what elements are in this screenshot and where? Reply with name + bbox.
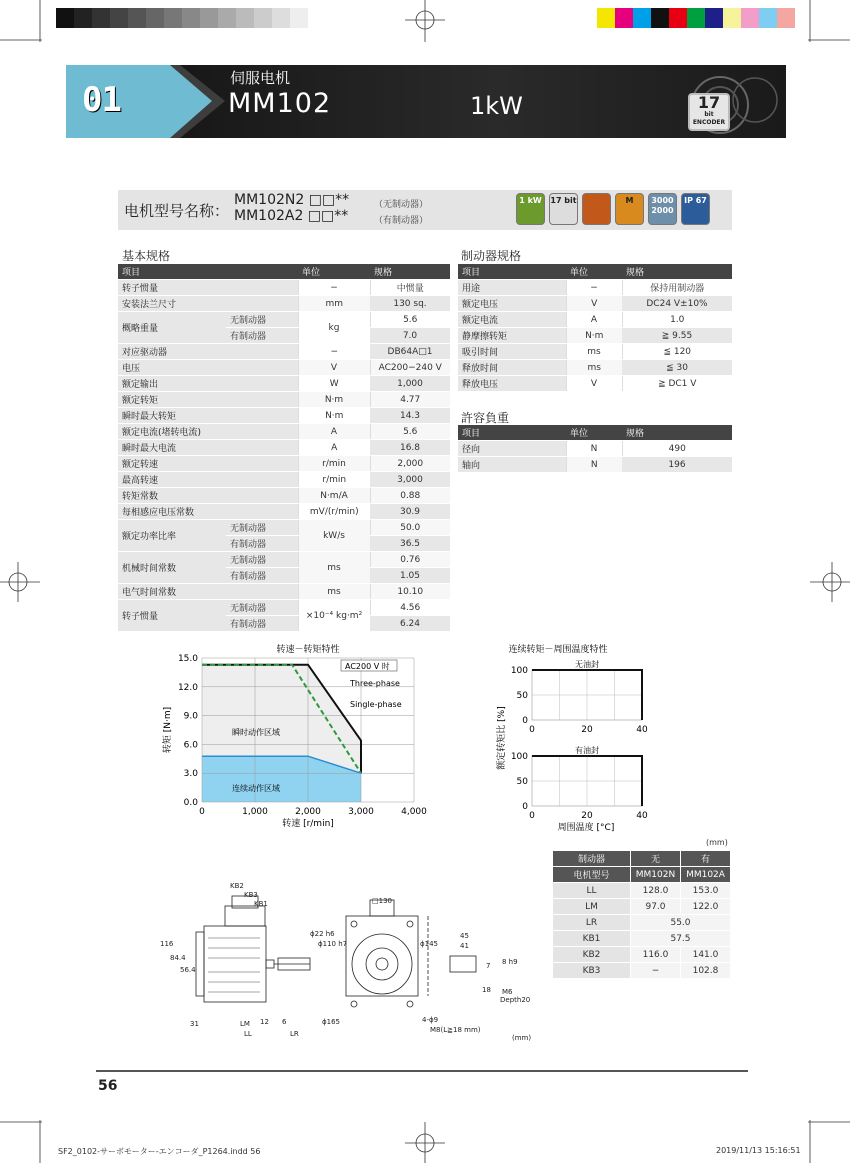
basic-spec-item: 概略重量 [118, 312, 226, 344]
dim-subheader-cell: MM102A [681, 867, 731, 883]
basic-spec-row [118, 360, 450, 376]
footer-date: 2019/11/13 15:16:51 [716, 1146, 801, 1155]
basic-spec-value: DB64A□1 [370, 344, 450, 360]
brake-spec-unit: V [566, 376, 622, 392]
basic-spec-row [118, 296, 450, 312]
dim-45: 45 [460, 932, 469, 940]
brake-spec-row [458, 312, 732, 328]
basic-spec-value: AC200−240 V [370, 360, 450, 376]
dim-m6: M6 [502, 988, 513, 996]
dim-41: 41 [460, 942, 469, 950]
model-name-label: 电机型号名称： [124, 202, 230, 220]
brake-spec-value: ≧ 9.55 [622, 328, 732, 344]
dim-label: LR [553, 915, 631, 931]
basic-spec-unit: ×10⁻⁴ kg·m² [298, 600, 370, 632]
basic-spec-value: 4.56 [370, 600, 450, 616]
basic-spec-item: 转子惯量 [118, 280, 298, 296]
brake-spec-title: 制动器规格 [461, 249, 522, 263]
basic-spec-header-cell: 单位 [298, 264, 370, 280]
chart2-ytick: 50 [516, 691, 528, 701]
chart1-xtick: 1,000 [242, 807, 268, 817]
basic-spec-item: 额定转矩 [118, 392, 298, 408]
load-spec-header-cell: 项目 [458, 425, 566, 441]
chart2-xtick: 40 [636, 811, 648, 821]
dim-screw: M8(L≧18 mm) [430, 1026, 481, 1034]
chart1-series-label: Three-phase [350, 679, 400, 688]
dimension-drawing [160, 876, 540, 1046]
dim-unit: (mm) [512, 1034, 532, 1042]
brake-spec-value: ≦ 30 [622, 360, 732, 376]
basic-spec-item: 瞬时最大转矩 [118, 408, 298, 424]
chart2-xtick: 20 [581, 811, 593, 821]
basic-spec-header-cell: 项目 [118, 264, 298, 280]
basic-spec-unit: N·m [298, 408, 370, 424]
basic-spec-subitem: 无制动器 [226, 520, 298, 536]
basic-spec-item: 额定输出 [118, 376, 298, 392]
chart2-ytick: 100 [510, 752, 528, 762]
basic-spec-unit: V [298, 360, 370, 376]
load-spec-row [458, 441, 732, 457]
dim-header-row [553, 851, 731, 867]
basic-spec-subitem: 有制动器 [226, 568, 298, 584]
brake-spec-item: 用途 [458, 280, 566, 296]
dim-header-cell: 有 [681, 851, 731, 867]
basic-spec-row [118, 408, 450, 424]
dim-value: 128.0 [631, 883, 681, 899]
chart2-ytick: 0 [522, 802, 528, 812]
basic-spec-value: 5.6 [370, 312, 450, 328]
basic-spec-value: 0.76 [370, 552, 450, 568]
color-bar [597, 8, 795, 28]
dim-31: 31 [190, 1020, 199, 1028]
brake-spec-table [458, 264, 732, 392]
basic-spec-row [118, 376, 450, 392]
basic-spec-subitem: 有制动器 [226, 536, 298, 552]
basic-spec-table [118, 264, 450, 632]
chart1-ytick: 12.0 [177, 682, 198, 693]
dim-value: 55.0 [631, 915, 731, 931]
dim-kb3: KB3 [244, 891, 258, 899]
model-note-no-brake: （无制动器） [374, 200, 429, 210]
basic-spec-value: 7.0 [370, 328, 450, 344]
chart2-xlabel: 周围温度 [°C] [557, 823, 615, 833]
chart1-ytick: 3.0 [183, 769, 198, 780]
footer-file: SF2_0102-サーボモーター-エンコーダ_P1264.indd 56 [58, 1147, 261, 1156]
dim-value: 153.0 [681, 883, 731, 899]
brake-spec-value: DC24 V±10% [622, 296, 732, 312]
load-spec-header-row [458, 425, 732, 441]
basic-spec-title: 基本规格 [122, 249, 171, 263]
brake-spec-item: 释放时间 [458, 360, 566, 376]
dim-header-cell: 无 [631, 851, 681, 867]
basic-spec-value: 6.24 [370, 616, 450, 632]
basic-spec-value: 36.5 [370, 536, 450, 552]
brake-spec-unit: ms [566, 360, 622, 376]
dim-row [553, 963, 731, 979]
dim-value: 97.0 [631, 899, 681, 915]
basic-spec-value: 1.05 [370, 568, 450, 584]
brake-spec-item: 释放电压 [458, 376, 566, 392]
dim-depth: Depth20 [500, 996, 531, 1004]
speed-torque-chart [160, 640, 440, 840]
basic-spec-unit: − [298, 344, 370, 360]
dim-7: 7 [486, 962, 491, 970]
basic-spec-unit: mV/(r/min) [298, 504, 370, 520]
basic-spec-value: 16.8 [370, 440, 450, 456]
load-spec-item: 径向 [458, 441, 566, 457]
brake-spec-row [458, 344, 732, 360]
encoder-label: ENCODER [692, 119, 726, 126]
load-spec-header-cell: 规格 [622, 425, 732, 441]
basic-spec-unit: A [298, 424, 370, 440]
basic-spec-item: 转子惯量 [118, 600, 226, 632]
product-kind: 伺服电机 [230, 69, 291, 87]
load-spec-item: 轴向 [458, 457, 566, 473]
brake-spec-unit: N·m [566, 328, 622, 344]
speed-icon: 3000 2000 [648, 193, 677, 225]
basic-spec-row [118, 344, 450, 360]
dim-row [553, 931, 731, 947]
basic-spec-value: 14.3 [370, 408, 450, 424]
brake-spec-item: 额定电流 [458, 312, 566, 328]
dim-label: KB2 [553, 947, 631, 963]
basic-spec-item: 安装法兰尺寸 [118, 296, 298, 312]
brake-spec-value: 保持用制动器 [622, 280, 732, 296]
brake-spec-item: 静摩擦转矩 [458, 328, 566, 344]
basic-spec-value: 3,000 [370, 472, 450, 488]
chart2-xtick: 20 [581, 725, 593, 735]
dim-56: 56.4 [180, 966, 196, 974]
basic-spec-value: 30.9 [370, 504, 450, 520]
dim-holes: 4-ϕ9 [422, 1016, 439, 1024]
basic-spec-value: 50.0 [370, 520, 450, 536]
basic-spec-row [118, 520, 450, 536]
basic-spec-header-cell: 规格 [370, 264, 450, 280]
dim-116: 116 [160, 940, 174, 948]
brake-spec-header-cell: 单位 [566, 264, 622, 280]
basic-spec-unit: ms [298, 552, 370, 584]
1kw-icon: 1 kW [516, 193, 545, 225]
basic-spec-row [118, 552, 450, 568]
dim-d110: ϕ110 h7 [318, 940, 348, 948]
encoder-bits: 17 [697, 93, 721, 112]
basic-spec-value: 0.88 [370, 488, 450, 504]
basic-spec-row [118, 504, 450, 520]
chart1-xtick: 0 [199, 807, 205, 817]
dimension-table [552, 850, 731, 979]
load-spec-title: 許容負重 [461, 411, 510, 425]
basic-spec-subitem: 有制动器 [226, 616, 298, 632]
dim-row [553, 947, 731, 963]
chart2-subtitle: 无油封 [575, 660, 599, 669]
load-spec-unit: N [566, 457, 622, 473]
encoder-unit: bit [704, 111, 714, 118]
chart1-ytick: 9.0 [183, 711, 198, 722]
temp-torque-chart [490, 640, 660, 840]
basic-spec-item: 瞬时最大电流 [118, 440, 298, 456]
dim-value: 116.0 [631, 947, 681, 963]
brake-spec-row [458, 280, 732, 296]
dim-value: 102.8 [681, 963, 731, 979]
basic-spec-item: 电压 [118, 360, 298, 376]
brake-spec-unit: V [566, 296, 622, 312]
brake-spec-unit: A [566, 312, 622, 328]
chart1-region-label: 连续动作区域 [232, 784, 280, 793]
dim-d165: ϕ165 [322, 1018, 340, 1026]
chart1-xlabel: 转速 [r/min] [282, 819, 334, 829]
brake-spec-value: ≦ 120 [622, 344, 732, 360]
chart1-region-label: 瞬时动作区域 [232, 728, 280, 737]
basic-spec-row [118, 424, 450, 440]
brake-icon [582, 193, 611, 225]
chart1-xtick: 2,000 [295, 807, 321, 817]
dimension-unit: (mm) [706, 838, 728, 847]
grayscale-bar [56, 8, 308, 28]
chart2-title: 连续转矩－周围温度特性 [508, 645, 608, 655]
chart1-series-label: Single-phase [350, 700, 402, 709]
encoder-badge [688, 93, 730, 131]
brake-spec-header-row [458, 264, 732, 280]
load-spec-value: 490 [622, 441, 732, 457]
basic-spec-unit: N·m [298, 392, 370, 408]
dim-row [553, 915, 731, 931]
basic-spec-value: 5.6 [370, 424, 450, 440]
brake-spec-header-cell: 规格 [622, 264, 732, 280]
chart2-xtick: 40 [636, 725, 648, 735]
dim-kb2: KB2 [230, 882, 244, 890]
basic-spec-row [118, 392, 450, 408]
footer-rule [96, 1070, 748, 1072]
chart2-ylabel: 额定转矩比 [%] [497, 706, 507, 770]
basic-spec-row [118, 440, 450, 456]
dim-6: 6 [282, 1018, 287, 1026]
product-power: 1kW [470, 92, 523, 120]
basic-spec-row [118, 584, 450, 600]
chart2-xtick: 0 [529, 811, 535, 821]
header-chevron [150, 65, 230, 138]
basic-spec-item: 机械时间常数 [118, 552, 226, 584]
basic-spec-unit: W [298, 376, 370, 392]
basic-spec-value: 10.10 [370, 584, 450, 600]
basic-spec-value: 130 sq. [370, 296, 450, 312]
motor-type-icon: M [615, 193, 644, 225]
basic-spec-unit: r/min [298, 456, 370, 472]
basic-spec-unit: − [298, 280, 370, 296]
chart2-xtick: 0 [529, 725, 535, 735]
basic-spec-subitem: 无制动器 [226, 552, 298, 568]
basic-spec-unit: N·m/A [298, 488, 370, 504]
chart1-ylabel: 转矩 [N·m] [163, 706, 173, 754]
basic-spec-unit: r/min [298, 472, 370, 488]
dim-subheader-row [553, 867, 731, 883]
load-spec-header-cell: 单位 [566, 425, 622, 441]
brake-spec-row [458, 360, 732, 376]
basic-spec-value: 中惯量 [370, 280, 450, 296]
basic-spec-header-row [118, 264, 450, 280]
basic-spec-unit: kg [298, 312, 370, 344]
chart2-subtitle: 有油封 [575, 746, 599, 755]
basic-spec-item: 额定转速 [118, 456, 298, 472]
load-spec-table [458, 425, 732, 473]
load-spec-unit: N [566, 441, 622, 457]
dim-row [553, 899, 731, 915]
model-note-brake: （有制动器） [374, 216, 429, 226]
dim-subheader-cell: MM102N [631, 867, 681, 883]
product-model: MM102 [228, 88, 332, 119]
dim-sq130: □130 [372, 897, 392, 905]
brake-spec-item: 吸引时间 [458, 344, 566, 360]
basic-spec-subitem: 无制动器 [226, 600, 298, 616]
basic-spec-unit: A [298, 440, 370, 456]
dim-kb1: KB1 [254, 900, 268, 908]
chart2-ytick: 0 [522, 716, 528, 726]
dim-label: KB1 [553, 931, 631, 947]
dim-84: 84.4 [170, 954, 186, 962]
model-code-brake: MM102A2 □□** [234, 208, 349, 224]
chart1-xtick: 3,000 [348, 807, 374, 817]
basic-spec-item: 电气时间常数 [118, 584, 298, 600]
ip67-icon: IP 67 [681, 193, 710, 225]
load-spec-row [458, 457, 732, 473]
basic-spec-row [118, 280, 450, 296]
dim-value: 57.5 [631, 931, 731, 947]
chart1-ytick: 15.0 [177, 654, 198, 664]
basic-spec-row [118, 312, 450, 328]
load-spec-value: 196 [622, 457, 732, 473]
chart1-ytick: 0.0 [183, 798, 198, 808]
basic-spec-item: 最高转速 [118, 472, 298, 488]
basic-spec-item: 转矩常数 [118, 488, 298, 504]
dim-lr: LR [290, 1030, 299, 1038]
brake-spec-row [458, 328, 732, 344]
dim-d22: ϕ22 h6 [310, 930, 335, 938]
chart1-xtick: 4,000 [401, 807, 427, 817]
brake-spec-row [458, 376, 732, 392]
dim-12: 12 [260, 1018, 269, 1026]
brake-spec-item: 额定电压 [458, 296, 566, 312]
feature-icons [516, 193, 710, 225]
dim-subheader-cell: 电机型号 [553, 867, 631, 883]
model-code-no-brake: MM102N2 □□** [234, 192, 350, 208]
brake-spec-value: ≧ DC1 V [622, 376, 732, 392]
basic-spec-item: 额定电流(堵转电流) [118, 424, 298, 440]
chart1-ytick: 6.0 [183, 740, 198, 751]
dim-18: 18 [482, 986, 491, 994]
dim-header-cell: 制动器 [553, 851, 631, 867]
chart1-annotation: AC200 V 时 [345, 662, 390, 671]
dim-label: LM [553, 899, 631, 915]
page-number: 56 [98, 1078, 118, 1094]
dim-row [553, 883, 731, 899]
brake-spec-header-cell: 项目 [458, 264, 566, 280]
brake-spec-unit: − [566, 280, 622, 296]
dim-value: − [631, 963, 681, 979]
basic-spec-subitem: 有制动器 [226, 328, 298, 344]
brake-spec-unit: ms [566, 344, 622, 360]
dim-ll: LL [244, 1030, 252, 1038]
chart2-ytick: 50 [516, 777, 528, 787]
basic-spec-value: 4.77 [370, 392, 450, 408]
section-number: 01 [82, 80, 121, 120]
basic-spec-item: 每相感应电压常数 [118, 504, 298, 520]
dim-lm: LM [240, 1020, 250, 1028]
basic-spec-row [118, 600, 450, 616]
chart1-title: 转速－转矩特性 [276, 645, 340, 655]
basic-spec-value: 1,000 [370, 376, 450, 392]
brake-spec-row [458, 296, 732, 312]
dim-label: KB3 [553, 963, 631, 979]
basic-spec-unit: mm [298, 296, 370, 312]
basic-spec-row [118, 472, 450, 488]
encoder-17bit-icon: 17 bit [549, 193, 578, 225]
basic-spec-row [118, 488, 450, 504]
dim-value: 122.0 [681, 899, 731, 915]
dim-label: LL [553, 883, 631, 899]
dim-value: 141.0 [681, 947, 731, 963]
basic-spec-row [118, 456, 450, 472]
basic-spec-item: 额定功率比率 [118, 520, 226, 552]
brake-spec-value: 1.0 [622, 312, 732, 328]
chart2-ytick: 100 [510, 666, 528, 676]
basic-spec-unit: kW/s [298, 520, 370, 552]
dim-d145: ϕ145 [420, 940, 438, 948]
basic-spec-item: 对应驱动器 [118, 344, 298, 360]
basic-spec-value: 2,000 [370, 456, 450, 472]
dim-8h9: 8 h9 [502, 958, 518, 966]
basic-spec-unit: ms [298, 584, 370, 600]
basic-spec-subitem: 无制动器 [226, 312, 298, 328]
